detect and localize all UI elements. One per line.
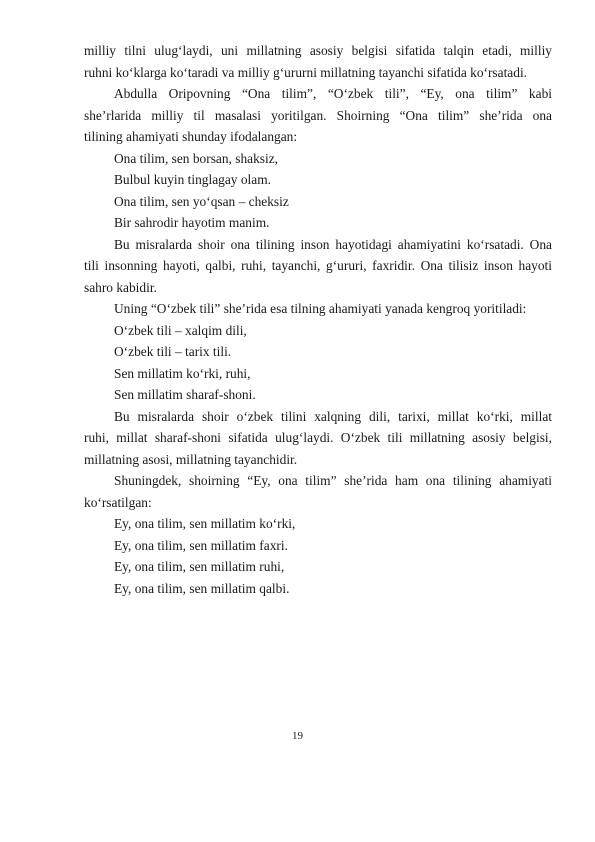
text-line: ruhni ko‘klarga ko‘taradi va milliy g‘ururni millatning tayanchi sifatida ko‘rsatadi. — [84, 64, 528, 80]
text-line: ruhi, millat sharaf-shoni sifatida ulug‘laydi. O‘zbek tili millatning asosiy belgisi, — [84, 430, 552, 445]
text-line: Ey, ona tilim, sen millatim qalbi. — [114, 580, 290, 596]
text-line: Abdulla Oripovning “Ona tilim”, “O‘zbek tili”, “Ey, ona tilim” kabi — [114, 86, 552, 101]
text-line: O‘zbek tili – xalqim dili, — [114, 322, 247, 338]
text-line: Bulbul kuyin tinglagay olam. — [114, 172, 271, 187]
text-line: she’rlarida milliy til masalasi yoritilgan. Shoirning “Ona tilim” she’rida ona — [84, 107, 552, 123]
text-line: milliy tilni ulug‘laydi, uni millatning asosiy belgisi sifatida talqin etadi, milliy — [84, 43, 552, 58]
text-line: Ey, ona tilim, sen millatim ko‘rki, — [114, 516, 296, 531]
text-line: Ey, ona tilim, sen millatim faxri. — [114, 537, 288, 553]
text-line: sahro kabidir. — [84, 279, 157, 295]
page-number: 19 — [292, 730, 303, 742]
text-line: Shuningdek, shoirning “Ey, ona tilim” she’rida ham ona tilining ahamiyati — [114, 473, 552, 488]
text-line: millatning asosi, millatning tayanchidir. — [84, 451, 298, 467]
text-line: tilining ahamiyati shunday ifodalangan: — [84, 129, 298, 144]
text-line: Bir sahrodir hayotim manim. — [114, 215, 270, 230]
text-line: Bu misralarda shoir ona tilining inson hayotidagi ahamiyatini ko‘rsatadi. Ona — [114, 236, 552, 252]
page-body — [84, 40, 552, 599]
text-line: ko‘rsatilgan: — [84, 494, 152, 510]
text-line: tili insonning hayoti, qalbi, ruhi, tayanchi, g‘ururi, faxridir. Ona tilisiz inson hayoti — [84, 258, 552, 273]
text-line: Uning “O‘zbek tili” she’rida esa tilning ahamiyati yanada kengroq yoritiladi: — [114, 301, 527, 316]
text-line: Bu misralarda shoir o‘zbek tilini xalqning dili, tarixi, millat ko‘rki, millat — [114, 408, 552, 424]
text-line: Sen millatim ko‘rki, ruhi, — [114, 365, 251, 381]
text-line: Ey, ona tilim, sen millatim ruhi, — [114, 559, 285, 574]
text-line: O‘zbek tili – tarix tili. — [114, 344, 232, 359]
text-line: Sen millatim sharaf-shoni. — [114, 387, 256, 402]
text-line: Ona tilim, sen borsan, shaksiz, — [114, 150, 279, 166]
text-line: Ona tilim, sen yo‘qsan – cheksiz — [114, 193, 289, 209]
